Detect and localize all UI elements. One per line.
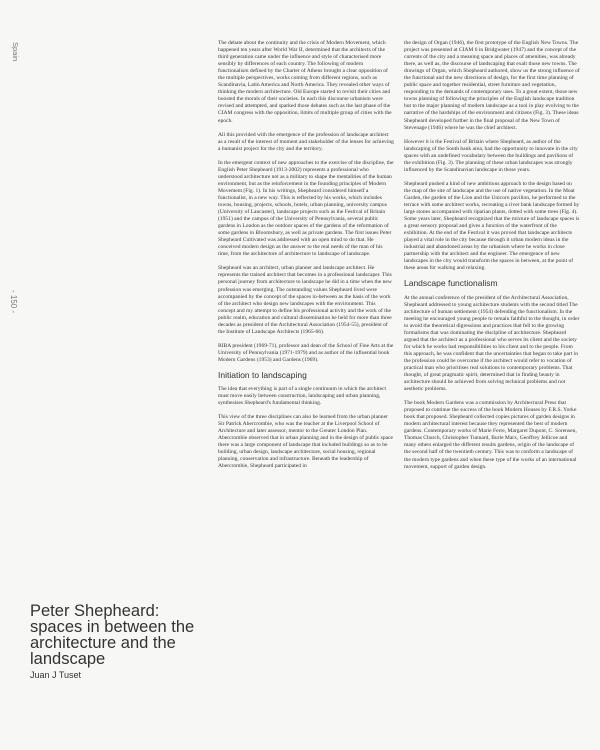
section-heading: Landscape functionalism bbox=[404, 278, 498, 289]
article-author: Juan J Tuset bbox=[30, 670, 82, 680]
paragraph: The idea that everything is part of a single continuum in which the architect must move easily between construction, landscaping and urban planning, synthesises Shepheard's fundamental thinking. bbox=[218, 386, 387, 407]
paragraph: The debate about the continuity and the crisis of Modern Movement, which happened ten years after World War II, determined that the architects of the third generation came under the influence and style of characterised more sensibly by differences of each country. The following of modern functionalism defined by the Charter of Athens brought a clear opposition of the multiple perspectives, works coming from different regions, such as Scandinavia, Latin America and North America. They revealed other ways of thinking the modern architecture. Old Europe started to revisit their cities and boosted the morals of their societies. In each this discourse urbanism were revised and attempted, and sparked those debates such as the last phase of the CIAM congress with the opposition, limits of multiple group of cities with the epoch. bbox=[218, 40, 392, 124]
paragraph: RIBA president (1969-71), professor and dean of the School of Fine Arts at the University of Pennsylvania (1971-1979) and as author of the influential book Modern Gardens (1953) and Gardens (1969). bbox=[218, 342, 394, 363]
paragraph: In the emergent context of new approaches to the exercise of the discipline, the English Peter Shepheard (1913-2002) represents a professional who understood architecture not as a military to shape the mentalities of the human environment, but as the reinforcement in the founding principles of Modern Movement (Fig. 1). In his writings, Shepheard considered himself a functionalist, in a new way. This is reflected by his works, which includes towns, housing, projects, schools, hotels, urban planning, university campus (University of Lancaster), landscape projects such as the Festival of Britain (1951) and the campus of the University of Pennsylvania, several public gardens in London as the outdoor spaces of the gardens of the reformation of some gardens in Bloomsbury, as well as private gardens. The first issues Peter Shepheard Cultivated was addressed with an open mind to do that. He conceived modern design as the answer to the real needs of the man of his time, from the architecture of architecture to landscape of landscape. bbox=[218, 159, 394, 258]
paragraph: Shepheard pushed a kind of new ambitious approach to the design based on the map of the site of landscape and the use of native vegetation. In the Moat Garden, the garden of the Lion and the Unicorn pavilion, he performed to the terrace with some architect works, recreating a river bank landscape formed by large stones accompanied with riparian plants, dotted with some trees (Fig. 4). Some years later, Shepheard recognized that the mixture of landscape spaces is a great sensory proposal and gives a function of the waterfront of the exhibition. At the end of the Festival it was proved that landscape architects played a vital role in the city because through it urban modern ideas in the industrial and abandoned areas by the urbanism where he works in close partnership with the architect and the engineer. The emergence of new landscapes in the city would transform the spaces in between, at the point of these areas for walking and relaxing. bbox=[404, 180, 580, 272]
margin-section-label: Spain bbox=[11, 42, 20, 62]
paragraph: However it is the Festival of Britain where Shepheard, as author of the landscaping of the South bank area, had the opportunity to innovate in the city spaces with an undefined vocabulary between the buildings and pavilions of the exhibition (Fig. 3). The planning of these urban landscapes was strongly influenced by the Scandinavian landscape in those years. bbox=[404, 138, 578, 173]
article-title: Peter Shepheard: spaces in between the architecture and the landscape bbox=[30, 602, 195, 668]
text-column-left bbox=[218, 40, 394, 478]
paragraph: All this provided with the emergence of the profession of landscape architect as a result of the interest of moment and stakeholder of the lenses for achieving a humanist project for the city and the territory. bbox=[218, 131, 394, 152]
paragraph: The book Modern Gardens was a commission by Architectural Press that proposed to continue the success of the book Modern Houses by F.R.S. Yorke book that proposed. Shepheard collected copies pictures of garden designs in modern architectural interest because they represented the best of modern gardens. Contemporary works of Marie Ferre, Margaret Dupont, C. Sorensen, Thomas Church, Christopher Tunnard, Burle Marx, Geoffrey Jellicoe and many others enlarged the different results gardens, origin of the landscape of the second half of the twentieth century. This was to conform a landscape of the modern type gardens and when these type of the works of an international movement, support of garden design. bbox=[404, 400, 577, 470]
paragraph: This view of the three disciplines can also be learned from the urban planner Sir Patrick Abercrombie, who was the teacher at the Liverpool School of Architecture and later assessor, mentor to the Greater London Plan. Abercrombie observed that in urban planning and in the design of public space there was a large component of landscape that included buildings so as to be building, urban design, landscape architecture, social housing, regional planning, conservation and infrastructure. Beneath the leadership of Abercrombie, Shepheard participated in bbox=[218, 414, 393, 470]
text-column-right bbox=[404, 40, 580, 478]
paragraph: the design of Organ (1946), the first prototype of the English New Towns. The project was presented at CIAM 6 in Bridgwater (1947) and the concept of the currents of the city and a meaning space and places of amenities, was already there, as well as, the discourse of landscaping that exalt those new towns. The drawings of Organ, which Shepheard authored, show us the strong influence of the functional and the new directions of design, for the first time planning of public space and together residential, street furniture and vegetation, responding to the demands of contemporary uses. To a great extent, those new towns planning of following the principles of the English landscape tradition but to the major planning of modern landscape as a tool in play evolving to the narrative of the hardships of the environment and citizens (Fig. 3). These ideas Shepheard developed further in the final proposal of the New Town of Stevenage (1946) where he was the chief architect. bbox=[404, 40, 580, 131]
paragraph: At the annual conference of the president of the Architectural Association, Shepheard addressed to young architecture students with the second titled The architecture of human settlement (1954) defending the functionalism. In the meeting he encouraged young people to remain faithful to the thought, in order to avoid the theoretical digressions and practices that fell to the growing formalisms that was dominating the discipline of architecture. Shepheard argued that the architect as a professional who serves its client and the society for which he works had responsibilities to his client and to the people. From this approach, he was confident that the uncertainties that began to take part in the profession could be overcome if the architect would refer to vocation of practical man who prioritises real solutions to contemporary problems. That thought, of great pragmatic spirit, determined that in finding beauty in architecture should be achieved from solving technical problems and not aesthetic problems. bbox=[404, 294, 580, 393]
paragraph: Shepheard was an architect, urban planner and landscape architect. He represents the trained architect that becomes in a professional landscaper. This personal journey from architecture to landscape he did in a time when the new profession was emerging. The outstanding values Shepheard lived were accompanied by the concept of the spaces in-between as the basis of the work of the architect who design new landscapes with the environment. This concept and my attempt to define his professional activity and the work of the public realm, education and cultural dissemination he held for more than three decades as president of the Architectural Association (1954-55), president of the Institute of Landscape Architects (1965-66). bbox=[218, 265, 392, 335]
section-heading: Initiation to landscaping bbox=[218, 369, 307, 380]
page-number: - 150 - bbox=[9, 290, 18, 314]
